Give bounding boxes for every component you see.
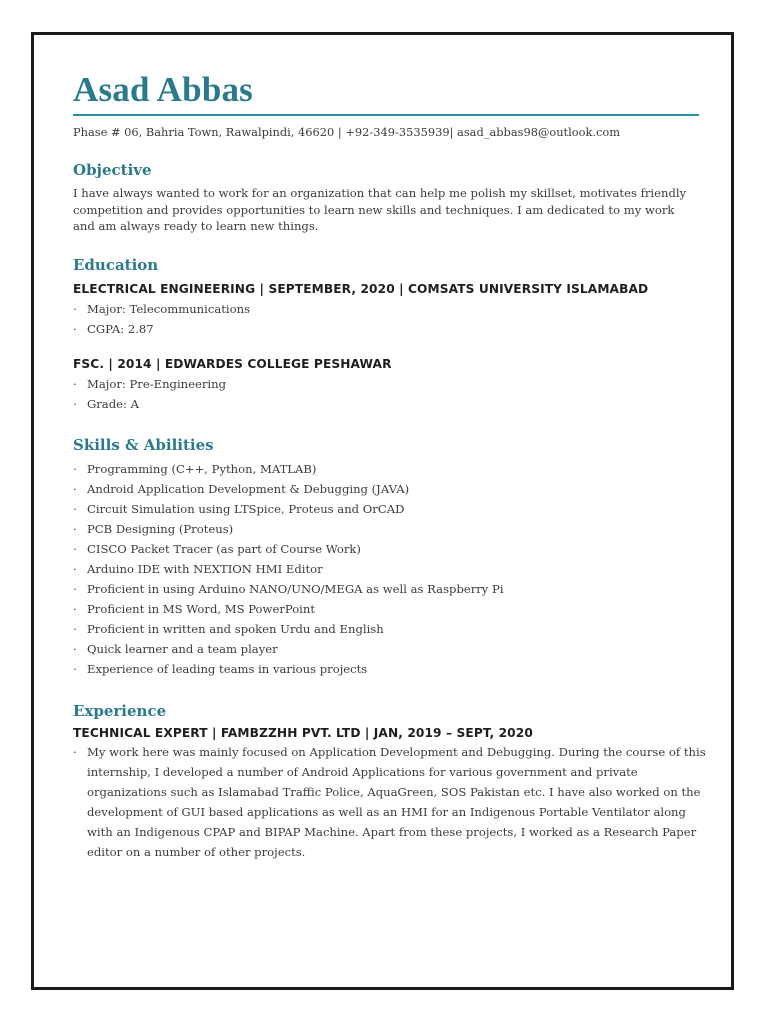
list-item: · Proficient in written and spoken Urdu and English <box>73 619 701 639</box>
candidate-name: Asad Abbas <box>73 70 254 109</box>
education-entry-heading: ELECTRICAL ENGINEERING | SEPTEMBER, 2020 | COMSATS UNIVERSITY ISLAMABAD <box>73 281 649 296</box>
bullet-icon: · <box>73 301 77 316</box>
list-item: · Proficient in using Arduino NANO/UNO/MEGA as well as Raspberry Pi <box>73 579 701 599</box>
education-entry-list <box>73 374 701 414</box>
bullet-icon: · <box>73 521 77 536</box>
resume-page <box>31 32 734 990</box>
bullet-icon: · <box>73 481 77 496</box>
list-item: · Proficient in MS Word, MS PowerPoint <box>73 599 701 619</box>
experience-entry <box>73 724 706 862</box>
header-divider <box>73 114 699 116</box>
list-item: · PCB Designing (Proteus) <box>73 519 701 539</box>
education-entry <box>73 280 701 339</box>
bullet-icon: · <box>73 396 77 411</box>
list-item: · Major: Pre-Engineering <box>73 374 701 394</box>
bullet-icon: · <box>73 642 77 657</box>
education-entry <box>73 355 701 414</box>
list-item: · Experience of leading teams in various projects <box>73 659 701 679</box>
list-item: · Quick learner and a team player <box>73 639 701 659</box>
contact-info: Phase # 06, Bahria Town, Rawalpindi, 46620 | +92-349-3535939| asad_abbas98@outlook.com <box>73 125 621 139</box>
list-item <box>73 742 707 862</box>
bullet-icon: · <box>73 461 77 476</box>
list-item: · Circuit Simulation using LTSpice, Proteus and OrCAD <box>73 499 701 519</box>
list-item: · Arduino IDE with NEXTION HMI Editor <box>73 559 701 579</box>
list-item: · Grade: A <box>73 394 701 414</box>
skills-section <box>73 435 701 680</box>
section-title-objective: Objective <box>73 161 152 179</box>
bullet-icon: · <box>73 501 77 516</box>
experience-section <box>73 701 706 862</box>
bullet-icon: · <box>73 662 77 677</box>
bullet-icon: · <box>73 582 77 597</box>
education-section <box>73 255 701 414</box>
experience-entry-heading: TECHNICAL EXPERT | FAMBZZHH PVT. LTD | JAN, 2019 – SEPT, 2020 <box>73 725 533 740</box>
bullet-icon: · <box>73 744 77 759</box>
bullet-icon: · <box>73 622 77 637</box>
list-item: · Android Application Development & Debugging (JAVA) <box>73 479 701 499</box>
education-entry-heading: FSC. | 2014 | EDWARDES COLLEGE PESHAWAR <box>73 356 392 371</box>
list-item: · Major: Telecommunications <box>73 299 701 319</box>
objective-section <box>73 160 701 235</box>
bullet-icon: · <box>73 561 77 576</box>
bullet-icon: · <box>73 602 77 617</box>
objective-text: I have always wanted to work for an organization that can help me polish my skillset, motivates friendly competition and provides opportunities to learn new skills and techniques. I am dedicated to my work and am always ready to learn new things. <box>73 186 687 233</box>
skills-list <box>73 459 701 680</box>
bullet-icon: · <box>73 321 77 336</box>
bullet-icon: · <box>73 541 77 556</box>
education-entry-list <box>73 299 701 339</box>
bullet-icon: · <box>73 376 77 391</box>
experience-description: My work here was mainly focused on Application Development and Debugging. During the course of this internship, I developed a number of Android Applications for various government and private organizations such as Islamabad Traffic Police, AquaGreen, SOS Pakistan etc. I have also worked on the development of GUI based applications as well as an HMI for an Indigenous Portable Ventilator along with an Indigenous CPAP and BIPAP Machine. Apart from these projects, I worked as a Research Paper editor on a number of other projects. <box>87 744 706 859</box>
list-item: · CGPA: 2.87 <box>73 319 701 339</box>
section-title-experience: Experience <box>73 701 167 720</box>
list-item: · Programming (C++, Python, MATLAB) <box>73 459 701 479</box>
list-item: · CISCO Packet Tracer (as part of Course Work) <box>73 539 701 559</box>
section-title-education: Education <box>73 255 159 274</box>
resume-content <box>73 69 706 862</box>
section-title-skills: Skills & Abilities <box>73 435 214 454</box>
